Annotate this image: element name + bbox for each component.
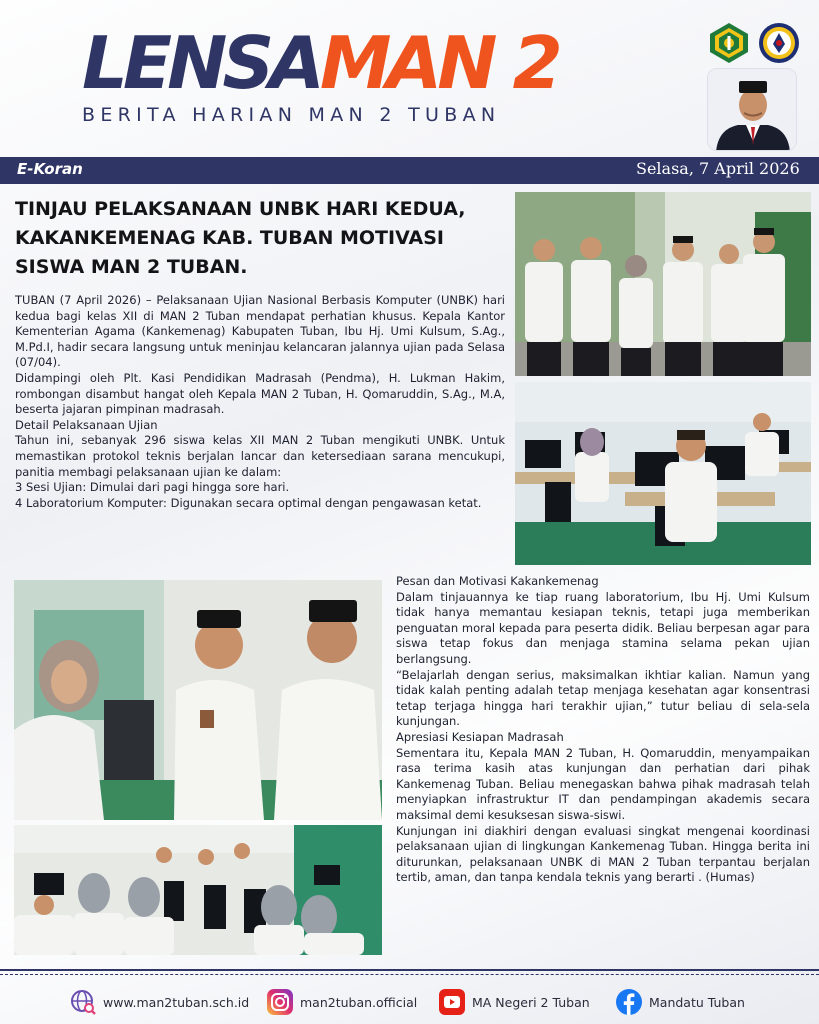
footer-instagram-link[interactable]: [266, 987, 417, 1017]
computer-lab-exam-photo: [515, 382, 811, 565]
students-in-lab-photo: [14, 825, 382, 955]
facebook-page: Mandatu Tuban: [649, 994, 745, 1010]
official-portrait-photo: [707, 68, 797, 151]
edition-date: Selasa, 7 April 2026: [636, 159, 800, 178]
footer-website-link[interactable]: [69, 987, 249, 1017]
paragraph-closing: Kunjungan ini diakhiri dengan evaluasi singkat mengenai koordinasi pelaksanaan ujian di lingkungan Kankemenag Tuban. Hingga berita ini diturunkan, pelaksanaan UNBK di MAN 2 Tuban terpantau berjalan tertib, aman, dan tanpa kendala teknis yang berarti . (Humas): [396, 823, 810, 885]
instagram-handle: man2tuban.official: [300, 994, 418, 1010]
paragraph-quote: “Belajarlah dengan serius, maksimalkan ikhtiar kalian. Namun yang tidak kalah penting adalah tetap menjaga kesehatan agar konsentrasi tetap terjaga hingga hari terakhir ujian,” tutur beliau di sela-sela kunjungan.: [396, 667, 810, 729]
instagram-icon: [266, 988, 294, 1016]
section-label: E-Koran: [17, 160, 83, 178]
paragraph-exam-details: Tahun ini, sebanyak 296 siswa kelas XII MAN 2 Tuban mengikuti UNBK. Untuk memastikan protokol teknis berjalan lancar dan ketersediaan sarana mencukupi, panitia membagi pelaksanaan ujian ke dalam:: [15, 433, 505, 479]
list-item-labs: 4 Laboratorium Komputer: Digunakan secara optimal dengan pengawasan ketat.: [15, 495, 482, 510]
facebook-icon: [615, 988, 643, 1016]
headline-line: TINJAU PELAKSANAAN UNBK HARI KEDUA,: [15, 198, 466, 220]
paragraph-appreciation: Sementara itu, Kepala MAN 2 Tuban, H. Qomaruddin, menyampaikan rasa terima kasih atas kunjungan dan perhatian dari pihak Kankemenag Tuban. Beliau menegaskan bahwa pihak madrasah telah menyiapkan infrastruktur IT dan pendampingan akademis secara maksimal demi kesuksesan siswa-siswi.: [396, 745, 810, 822]
globe-search-icon: [69, 988, 97, 1016]
subheading-appreciation: Apresiasi Kesiapan Madrasah: [396, 729, 564, 744]
paragraph-intro: TUBAN (7 April 2026) – Pelaksanaan Ujian Nasional Berbasis Komputer (UNBK) hari kedua bagi kelas XII di MAN 2 Tuban mendapat perhatian khusus. Kepala Kantor Kementerian Agama (Kankemenag) Kabupaten Tuban, Ibu Hj. Umi Kulsum, S.Ag., M.Pd.I, hadir secara langsung untuk meninjau kelancaran jalannya ujian pada Selasa (07/04).: [15, 293, 505, 370]
footer-divider-dashed: [0, 974, 819, 975]
headline-line: KAKANKEMENAG KAB. TUBAN MOTIVASI: [15, 227, 444, 249]
man2-school-logo-icon: [758, 22, 800, 64]
group-photo-officials: [515, 192, 811, 376]
footer-facebook-link[interactable]: [615, 987, 745, 1017]
website-url: www.man2tuban.sch.id: [103, 994, 250, 1010]
article-body-right: [396, 574, 810, 886]
kemenag-logo-icon: [708, 22, 750, 64]
subheading-exam-details: Detail Pelaksanaan Ujian: [15, 417, 158, 432]
list-item-sessions: 3 Sesi Ujian: Dimulai dari pagi hingga sore hari.: [15, 480, 290, 495]
footer-divider: [0, 969, 819, 971]
masthead-subtitle: BERITA HARIAN MAN 2 TUBAN: [82, 104, 501, 126]
official-talking-student-photo: [14, 580, 382, 820]
article-body-left: [15, 293, 505, 511]
masthead-title-lensa: LENSA: [82, 21, 320, 105]
subheading-motivation: Pesan dan Motivasi Kakankemenag: [396, 574, 599, 588]
masthead-title-man2: MAN 2: [319, 21, 558, 105]
paragraph-accompaniment: Didampingi oleh Plt. Kasi Pendidikan Madrasah (Pendma), H. Lukman Hakim, rombongan disambut hangat oleh Kepala MAN 2 Tuban, H. Qomaruddin, S.Ag., M.A, beserta jajaran pimpinan madrasah.: [15, 370, 505, 417]
headline-line: SISWA MAN 2 TUBAN.: [15, 256, 248, 278]
article-headline: [15, 195, 505, 282]
paragraph-motivation: Dalam tinjauannya ke tiap ruang laboratorium, Ibu Hj. Umi Kulsum tidak hanya memantau kesiapan teknis, tetapi juga memberikan penguatan moral kepada para peserta didik. Beliau berpesan agar para siswa tetap fokus dan menjaga stamina selama pekan ujian berlangsung.: [396, 589, 810, 666]
footer-youtube-link[interactable]: [438, 987, 590, 1017]
youtube-channel: MA Negeri 2 Tuban: [472, 994, 590, 1010]
youtube-icon: [438, 988, 466, 1016]
masthead-title: [82, 20, 558, 106]
